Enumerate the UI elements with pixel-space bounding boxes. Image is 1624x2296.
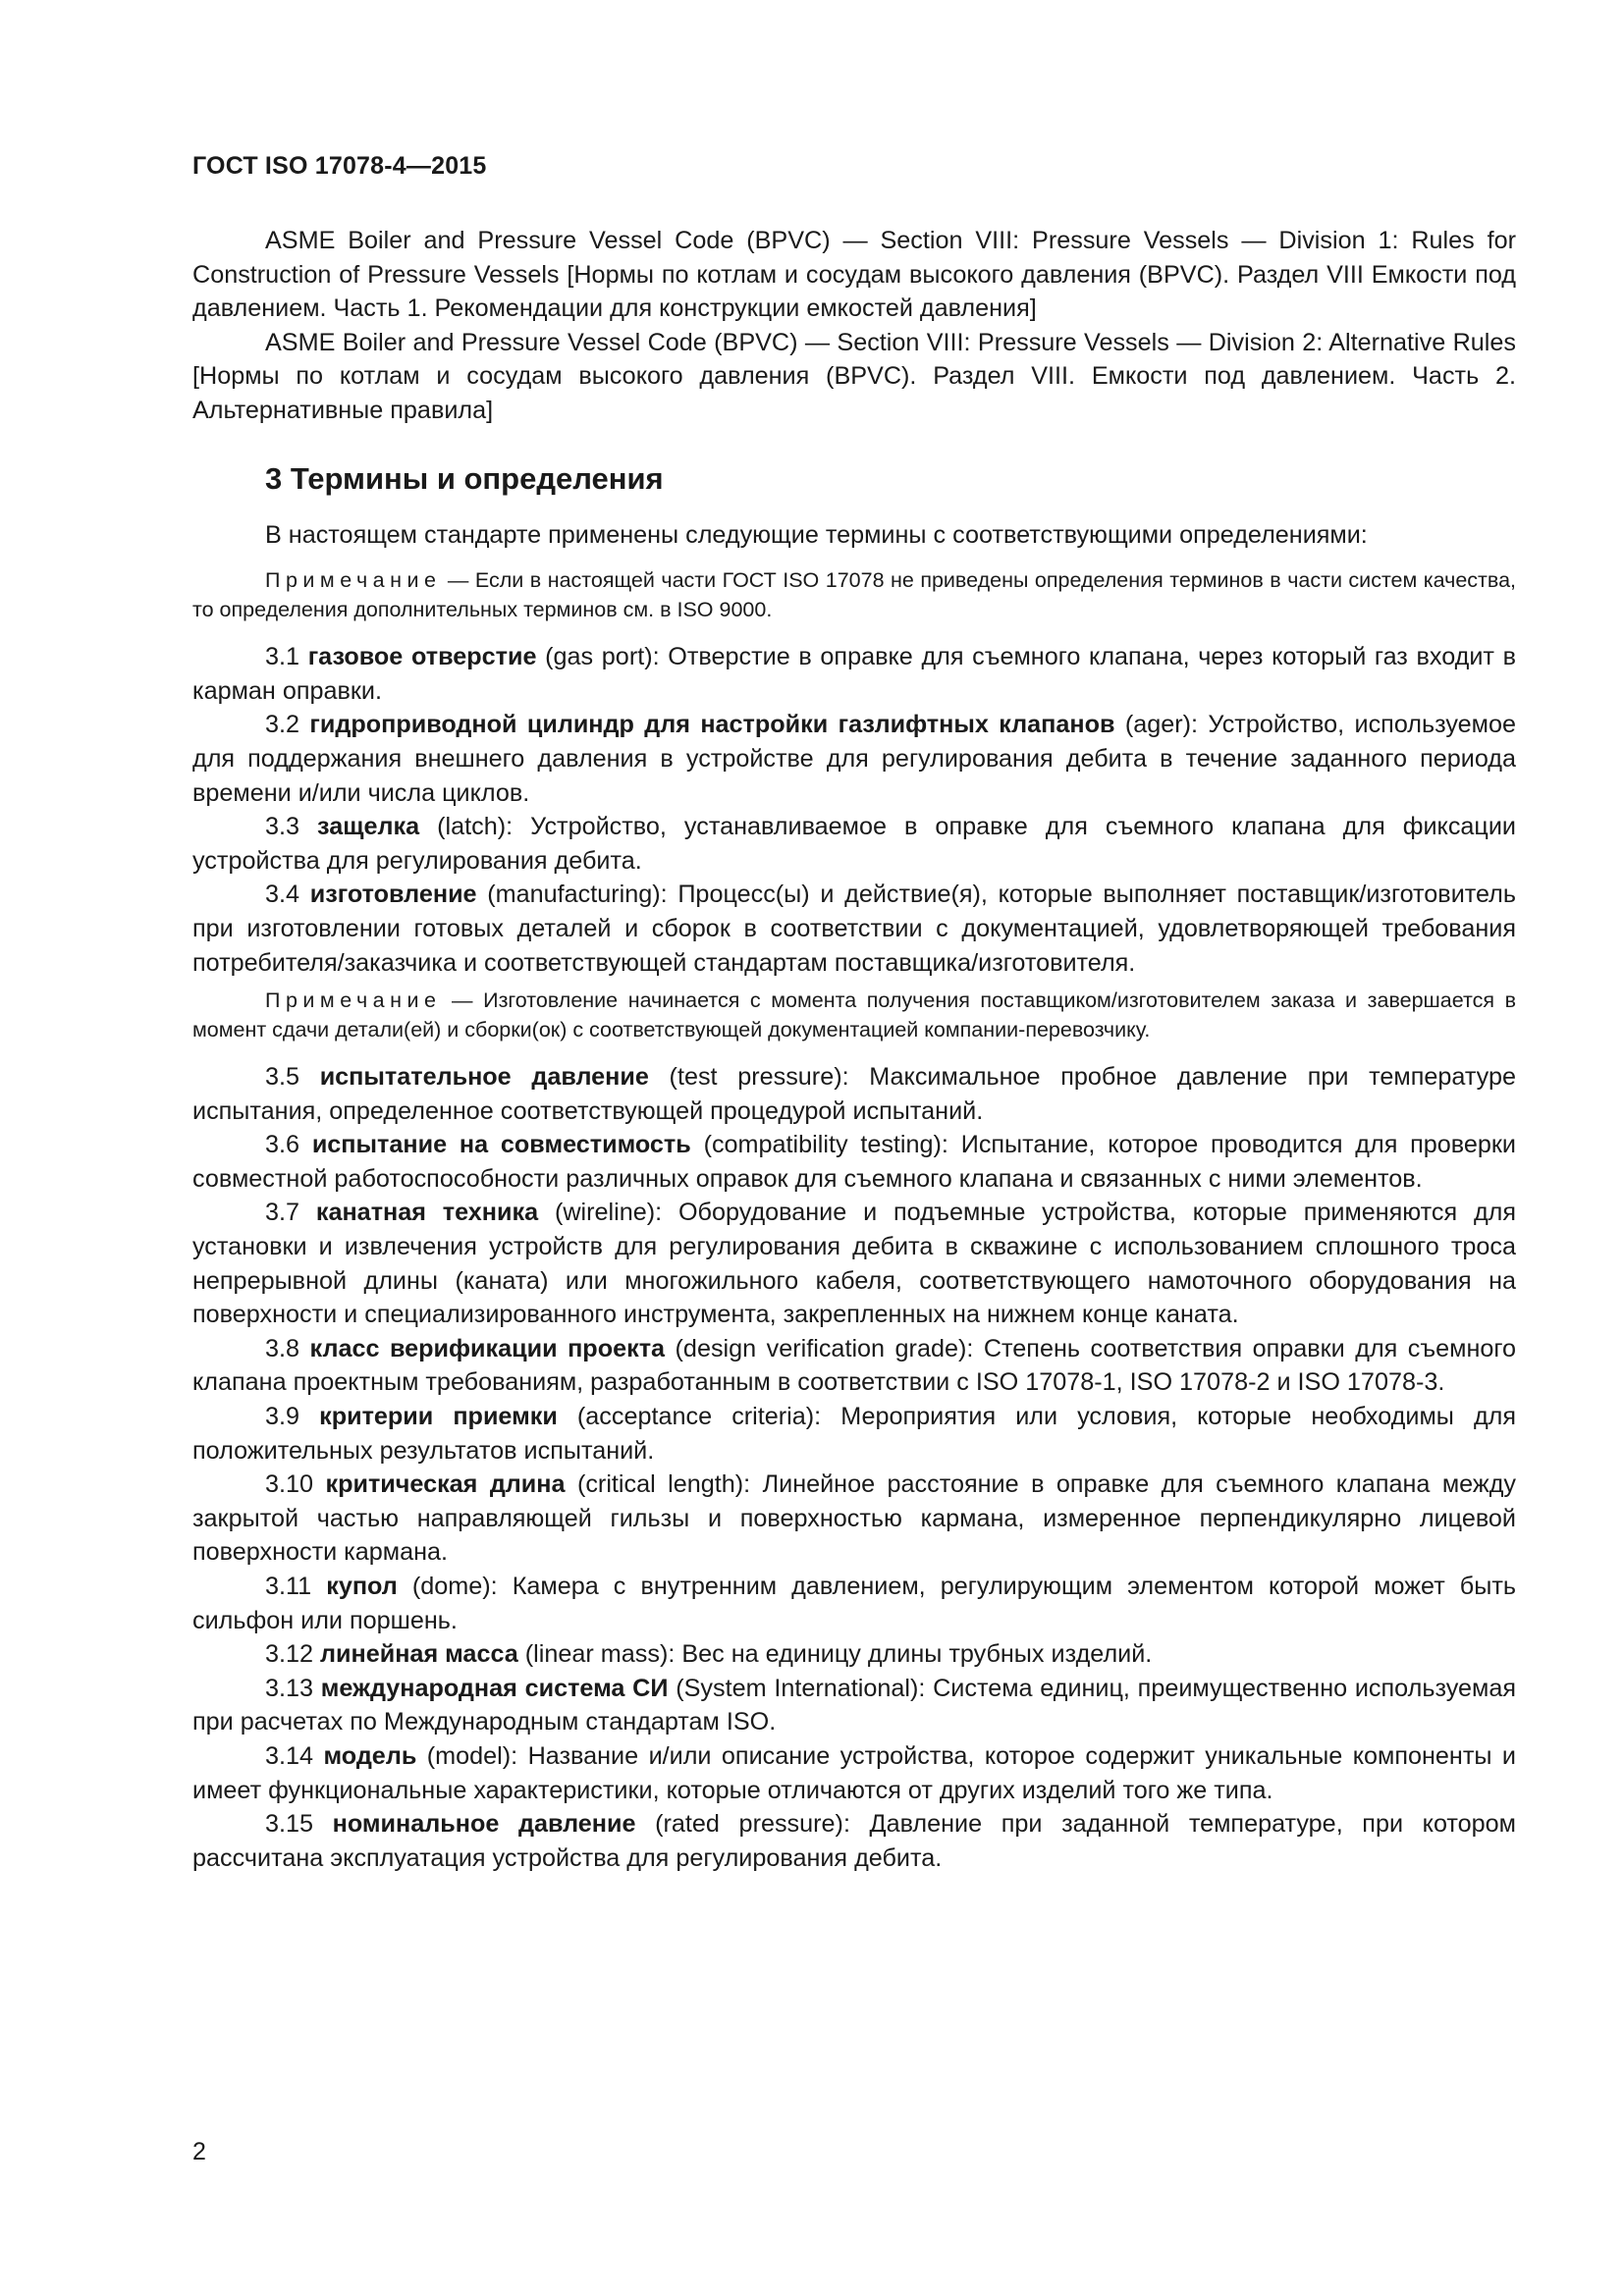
term-number: 3.7	[265, 1199, 316, 1227]
reference-item: ASME Boiler and Pressure Vessel Code (BPVC) — Section VIII: Pressure Vessels — Division 1: Rules for Construction of Pressure Vessels [Нормы по котлам и сосудам высокого давления (BPVC). Раздел VIII Емкости под давлением. Часть 1. Рекомендации для конструкции емкостей давления]	[192, 227, 1516, 323]
term-number: 3.14	[265, 1741, 324, 1770]
term-name: изготовление	[309, 881, 477, 909]
term-definition	[192, 1196, 1516, 1331]
term-definition	[192, 810, 1516, 878]
term-text: (gas port): Отверстие в оправке для съемного клапана, через который газ входит в карман оправки.	[192, 643, 1517, 705]
term-number: 3.10	[265, 1470, 326, 1499]
term-text: (manufacturing): Процесс(ы) и действие(я), которые выполняет поставщик/изготовитель при изготовлении готовых деталей и сборок в соответствии с документацией, удовлетворяющей требования потребителя/заказчика и соответствующей стандартам поставщика/изготовителя.	[192, 881, 1517, 977]
term-name: класс верификации проекта	[309, 1334, 666, 1362]
term-number: 3.3	[265, 813, 318, 841]
term-definition	[192, 1128, 1516, 1196]
note-label: Примечание	[265, 568, 442, 593]
term-name: газовое отверстие	[307, 643, 537, 671]
term-definition	[192, 1807, 1516, 1875]
term-name: критическая длина	[325, 1470, 566, 1499]
term-number: 3.2	[265, 711, 310, 739]
reference-item: ASME Boiler and Pressure Vessel Code (BPVC) — Section VIII: Pressure Vessels — Division 2: Alternative Rules [Нормы по котлам и сосудам высокого давления (BPVC). Раздел VIII. Емкости под давлением. Часть 2. Альтернативные правила]	[192, 328, 1516, 424]
term-text: (critical length): Линейное расстояние в оправке для съемного клапана между закрытой частью направляющей гильзы и поверхностью кармана, измеренное перпендикулярно лицевой поверхности кармана.	[192, 1470, 1516, 1567]
term-definition	[192, 1672, 1516, 1739]
term-name: гидроприводной цилиндр для настройки газлифтных клапанов	[309, 711, 1115, 739]
term-name: испытательное давление	[319, 1063, 649, 1092]
note-paragraph	[192, 986, 1516, 1044]
term-number: 3.12	[265, 1640, 321, 1669]
term-text: (latch): Устройство, устанавливаемое в оправке для съемного клапана для фиксации устройства для регулирования дебита.	[192, 813, 1516, 875]
page-number: 2	[192, 2138, 206, 2165]
term-definition	[192, 708, 1516, 810]
note-label: Примечание	[265, 988, 442, 1013]
term-text: (test pressure): Максимальное пробное давление при температуре испытания, определенное соответствующей процедурой испытаний.	[192, 1063, 1516, 1125]
term-number: 3.4	[265, 881, 310, 909]
term-definition	[192, 878, 1516, 980]
term-text: (ager): Устройство, используемое для поддержания внешнего давления в устройстве для регулирования дебита в течение заданного периода времени и/или числа циклов.	[192, 711, 1517, 807]
term-name: линейная масса	[320, 1640, 518, 1669]
term-name: номинальное давление	[332, 1810, 636, 1839]
term-definition	[192, 1468, 1516, 1570]
term-text: (acceptance criteria): Мероприятия или условия, которые необходимы для положительных результатов испытаний.	[192, 1403, 1516, 1465]
term-definition	[192, 1400, 1516, 1468]
term-definition	[192, 1060, 1516, 1128]
term-definition	[192, 1739, 1516, 1807]
term-number: 3.8	[265, 1334, 310, 1362]
section-heading: 3 Термины и определения	[265, 460, 664, 496]
terms-list	[192, 640, 1516, 980]
term-name: модель	[323, 1741, 417, 1770]
document-body	[192, 224, 1516, 1875]
term-name: купол	[326, 1573, 398, 1600]
term-definition	[192, 1332, 1516, 1400]
term-text: (linear mass): Вес на единицу длины трубных изделий.	[517, 1640, 1153, 1669]
term-number: 3.13	[265, 1674, 321, 1702]
term-number: 3.11	[265, 1573, 327, 1600]
note-paragraph	[192, 565, 1516, 624]
term-name: канатная техника	[315, 1199, 539, 1227]
term-name: международная система СИ	[320, 1674, 669, 1702]
term-name: испытание на совместимость	[311, 1131, 691, 1159]
term-number: 3.15	[265, 1810, 333, 1839]
term-name: защелка	[317, 813, 420, 841]
term-definition	[192, 1637, 1516, 1672]
term-text: (design verification grade): Степень соответствия оправки для съемного клапана проектным требованиям, разработанным в соответствии с ISO 17078-1, ISO 17078-2 и ISO 17078-3.	[192, 1334, 1517, 1397]
term-number: 3.1	[265, 643, 308, 671]
term-text: (compatibility testing): Испытание, которое проводится для проверки совместной работоспособности различных оправок для съемного клапана и связанных с ними элементов.	[192, 1131, 1516, 1193]
note-text: — Если в настоящей части ГОСТ ISO 17078 не приведены определения терминов в части систем качества, то определения дополнительных терминов см. в ISO 9000.	[192, 568, 1516, 622]
document-header-code: ГОСТ ISO 17078-4—2015	[192, 152, 487, 180]
term-name: критерии приемки	[319, 1403, 558, 1431]
term-text: (dome): Камера с внутренним давлением, регулирующим элементом которой может быть сильфон или поршень.	[192, 1573, 1516, 1634]
term-text: (model): Название и/или описание устройства, которое содержит уникальные компоненты и имеет функциональные характеристики, которые отличаются от других изделий того же типа.	[192, 1741, 1516, 1804]
term-definition	[192, 640, 1516, 708]
term-text: (System International): Система единиц, преимущественно используемая при расчетах по Международным стандартам ISO.	[192, 1674, 1516, 1736]
note-text: — Изготовление начинается с момента получения поставщиком/изготовителем заказа и завершается в момент сдачи детали(ей) и сборки(ок) с соответствующей документацией компании-перевозчику.	[192, 988, 1516, 1042]
section-intro: В настоящем стандарте применены следующие термины с соответствующими определениями:	[265, 520, 1368, 549]
term-number: 3.9	[265, 1403, 320, 1431]
term-definition	[192, 1570, 1516, 1637]
term-number: 3.5	[265, 1063, 320, 1092]
terms-list	[192, 1060, 1516, 1875]
term-number: 3.6	[265, 1131, 312, 1159]
normative-references	[192, 224, 1516, 428]
term-text: (wireline): Оборудование и подъемные устройства, которые применяются для установки и извлечения устройств для регулирования дебита в скважине с использованием сплошного троса непрерывной длины (каната) или многожильного кабеля, соответствующего намоточного оборудования на поверхности и специализированного инструмента, закрепленных на нижнем конце каната.	[192, 1199, 1517, 1329]
term-text: (rated pressure): Давление при заданной температуре, при котором рассчитана эксплуатация устройства для регулирования дебита.	[192, 1810, 1516, 1872]
